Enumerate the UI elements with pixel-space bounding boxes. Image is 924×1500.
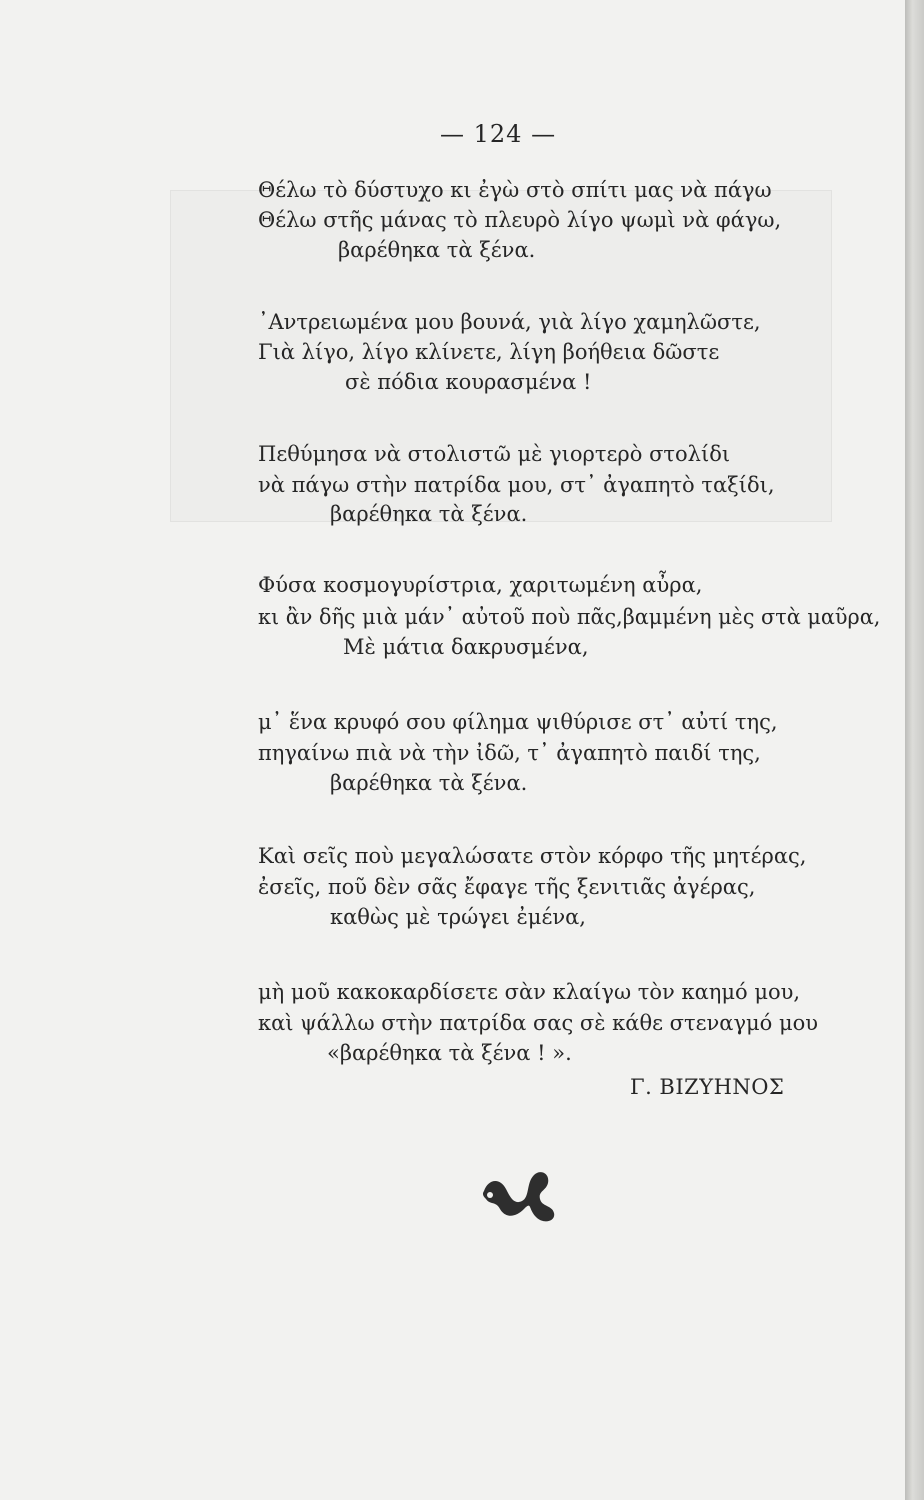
- poem-line: κι ἂν δῆς μιὰ μάν᾿ αὐτοῦ ποὺ πᾶς,βαμμένη μὲς στὰ μαῦρα,: [258, 605, 881, 629]
- poem-line: μ᾿ ἕνα κρυφό σου φίλημα ψιθύρισε στ᾿ αὐτί της,: [258, 710, 778, 734]
- poem-refrain: Μὲ μάτια δακρυσμένα,: [343, 635, 589, 659]
- poem-line: ᾿Αντρειωμένα μου βουνά, γιὰ λίγο χαμηλῶστε,: [258, 310, 761, 334]
- poem-line: ἐσεῖς, ποῦ δὲν σᾶς ἔφαγε τῆς ξενιτιᾶς ἀγέρας,: [258, 875, 756, 899]
- poem-line: Καὶ σεῖς ποὺ μεγαλώσατε στὸν κόρφο τῆς μητέρας,: [258, 844, 807, 868]
- poem-refrain: καθὼς μὲ τρώγει ἐμένα,: [330, 905, 586, 929]
- poem-refrain: «βαρέθηκα τὰ ξένα ! ».: [327, 1041, 572, 1065]
- poem-line: καὶ ψάλλω στὴν πατρίδα σας σὲ κάθε στεναγμό μου: [258, 1011, 819, 1035]
- poem-refrain: βαρέθηκα τὰ ξένα.: [338, 238, 536, 262]
- poem-line: Φύσα κοσμογυρίστρια, χαριτωμένη αὖρα,: [258, 573, 703, 597]
- poem-line: Πεθύμησα νὰ στολιστῶ μὲ γιορτερὸ στολίδι: [258, 442, 731, 466]
- page-number: — 124 —: [440, 120, 557, 148]
- poem-line: Θέλω τὸ δύστυχο κι ἐγὼ στὸ σπίτι μας νὰ πάγω: [258, 178, 772, 202]
- poem-line: νὰ πάγω στὴν πατρίδα μου, στ᾿ ἀγαπητὸ ταξίδι,: [258, 473, 775, 497]
- author-signature: Γ. ΒΙΖΥΗΝΟΣ: [630, 1075, 785, 1099]
- decorative-ornament: [478, 1165, 558, 1227]
- poem-line: πηγαίνω πιὰ νὰ τὴν ἰδῶ, τ᾿ ἀγαπητὸ παιδί της,: [258, 741, 761, 765]
- poem-refrain: βαρέθηκα τὰ ξένα.: [330, 771, 528, 795]
- poem-refrain: σὲ πόδια κουρασμένα !: [345, 370, 592, 394]
- poem-line: Γιὰ λίγο, λίγο κλίνετε, λίγη βοήθεια δῶστε: [258, 340, 720, 364]
- poem-refrain: βαρέθηκα τὰ ξένα.: [330, 502, 528, 526]
- book-edge: [905, 0, 924, 1500]
- poem-line: Θέλω στῆς μάνας τὸ πλευρὸ λίγο ψωμὶ νὰ φάγω,: [258, 208, 782, 232]
- poem-line: μὴ μοῦ κακοκαρδίσετε σὰν κλαίγω τὸν καημό μου,: [258, 980, 801, 1004]
